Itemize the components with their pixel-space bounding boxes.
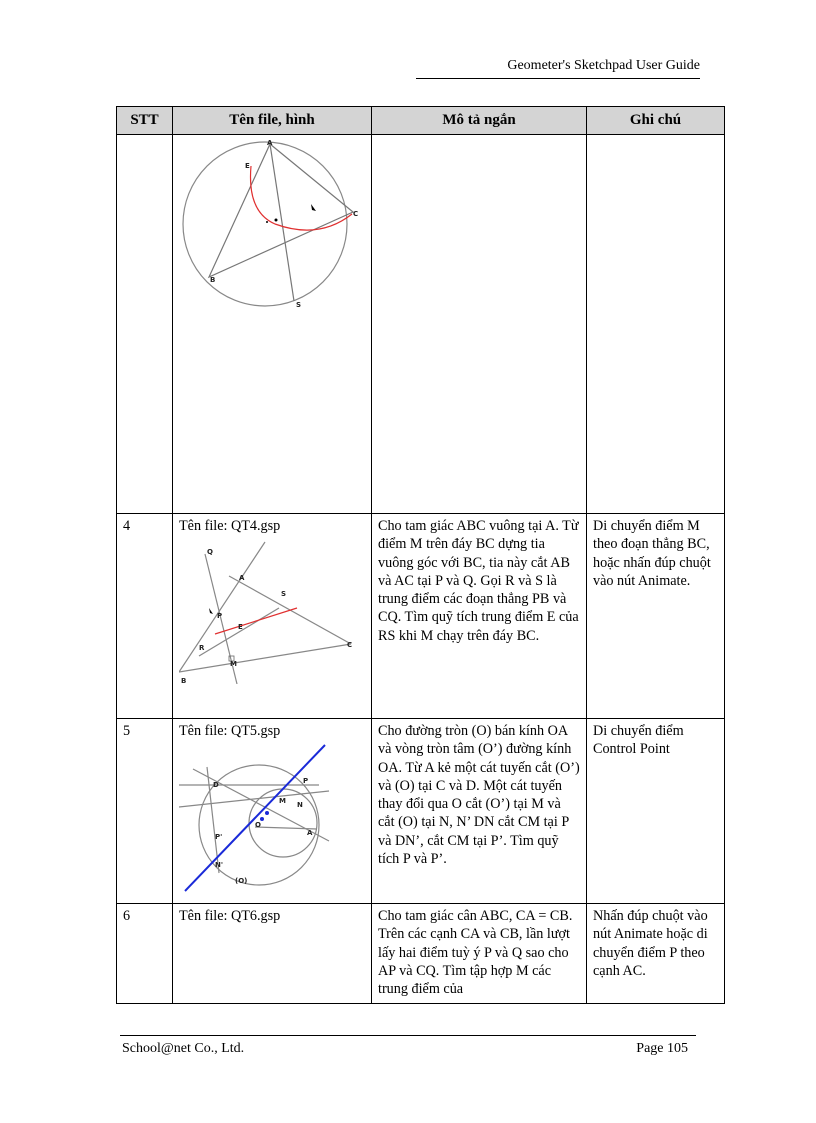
figure4-label-p: P bbox=[217, 612, 223, 621]
figure3-label-b: B bbox=[210, 276, 216, 284]
content-table bbox=[116, 106, 725, 1004]
row-file-name: Tên file: QT5.gsp bbox=[179, 723, 281, 739]
figure5-label-o-circle: (O) bbox=[235, 877, 248, 886]
figure5-label-o: O bbox=[255, 821, 261, 830]
footer-company: School@net Co., Ltd. bbox=[122, 1041, 245, 1056]
page-header-title: Geometer's Sketchpad User Guide bbox=[507, 58, 700, 73]
figure4-label-c: C bbox=[347, 641, 353, 650]
row-stt: 4 bbox=[117, 514, 173, 719]
table-row bbox=[117, 719, 725, 904]
row-stt: 5 bbox=[117, 719, 173, 904]
figure3-label-a: A bbox=[267, 139, 273, 147]
row-file-name: Tên file: QT6.gsp bbox=[179, 908, 281, 924]
figure-circle-triangle bbox=[179, 138, 365, 314]
table-row bbox=[117, 904, 725, 1004]
row-stt bbox=[117, 135, 173, 514]
figure3-label-s: S bbox=[296, 301, 302, 309]
figure4-label-q: Q bbox=[207, 548, 213, 557]
figure5-label-p-prime: P' bbox=[215, 833, 223, 842]
figure5-label-m: M bbox=[279, 797, 286, 806]
table-header-row bbox=[117, 107, 725, 135]
figure5-label-p: P bbox=[303, 777, 309, 786]
figure5-label-n-prime: N' bbox=[215, 861, 224, 870]
figure3-label-c: C bbox=[353, 210, 359, 218]
table-row bbox=[117, 514, 725, 719]
figure5-label-a: A bbox=[307, 829, 313, 838]
figure4-label-m: M bbox=[230, 660, 237, 669]
column-header-desc: Mô tả ngắn bbox=[372, 107, 587, 135]
footer-rule bbox=[120, 1035, 696, 1036]
row-file-cell bbox=[173, 135, 372, 514]
column-header-stt: STT bbox=[117, 107, 173, 135]
figure4-label-a: A bbox=[239, 574, 245, 583]
row-desc: Cho đường tròn (O) bán kính OA và vòng tròn tâm (O’) đường kính OA. Từ A kẻ một cát tuyến cắt (O’) và (O) tại C và D. Một cát tuyến thay đổi qua O cắt (O’) tại M và cắt (O) tại N, N’ DN cắt CM tại P và DN’, cắt CM tại P’. Tìm quỹ tích P và P’. bbox=[372, 719, 587, 904]
figure-qt5 bbox=[179, 743, 365, 893]
row-desc: Cho tam giác cân ABC, CA = CB. Trên các cạnh CA và CB, lần lượt lấy hai điểm tuỳ ý P và Q sao cho AP và CQ. Tìm tập hợp M các trung điểm của bbox=[372, 904, 587, 1004]
row-file-cell bbox=[173, 904, 372, 1004]
figure4-label-s: S bbox=[281, 590, 287, 599]
row-note bbox=[587, 135, 725, 514]
row-note: Nhấn đúp chuột vào nút Animate hoặc di chuyển điểm P theo cạnh AC. bbox=[587, 904, 725, 1004]
figure4-label-b: B bbox=[181, 677, 187, 685]
row-note: Di chuyển điểm Control Point bbox=[587, 719, 725, 904]
row-file-name: Tên file: QT4.gsp bbox=[179, 518, 281, 534]
figure4-label-r: R bbox=[199, 644, 205, 653]
row-stt: 6 bbox=[117, 904, 173, 1004]
table-row bbox=[117, 135, 725, 514]
row-desc: Cho tam giác ABC vuông tại A. Từ điểm M trên đáy BC dựng tia vuông góc với BC, tia này cắt AB và AC tại P và Q. Gọi R và S là trung điểm các đoạn thẳng PB và CQ. Tìm quỹ tích trung điểm E của RS khi M chạy trên đáy BC. bbox=[372, 514, 587, 719]
figure5-label-n: N bbox=[297, 801, 303, 810]
column-header-note: Ghi chú bbox=[587, 107, 725, 135]
row-note: Di chuyển điểm M theo đoạn thẳng BC, hoặc nhấn đúp chuột vào nút Animate. bbox=[587, 514, 725, 719]
column-header-file: Tên file, hình bbox=[173, 107, 372, 135]
header-rule bbox=[416, 78, 700, 79]
figure-qt4 bbox=[179, 538, 365, 684]
footer-page-number: Page 105 bbox=[636, 1041, 688, 1056]
row-file-cell bbox=[173, 514, 372, 719]
row-desc bbox=[372, 135, 587, 514]
figure4-label-e: E bbox=[238, 623, 243, 632]
figure3-label-e: E bbox=[245, 162, 250, 170]
row-file-cell bbox=[173, 719, 372, 904]
figure5-label-d: D bbox=[213, 781, 219, 790]
